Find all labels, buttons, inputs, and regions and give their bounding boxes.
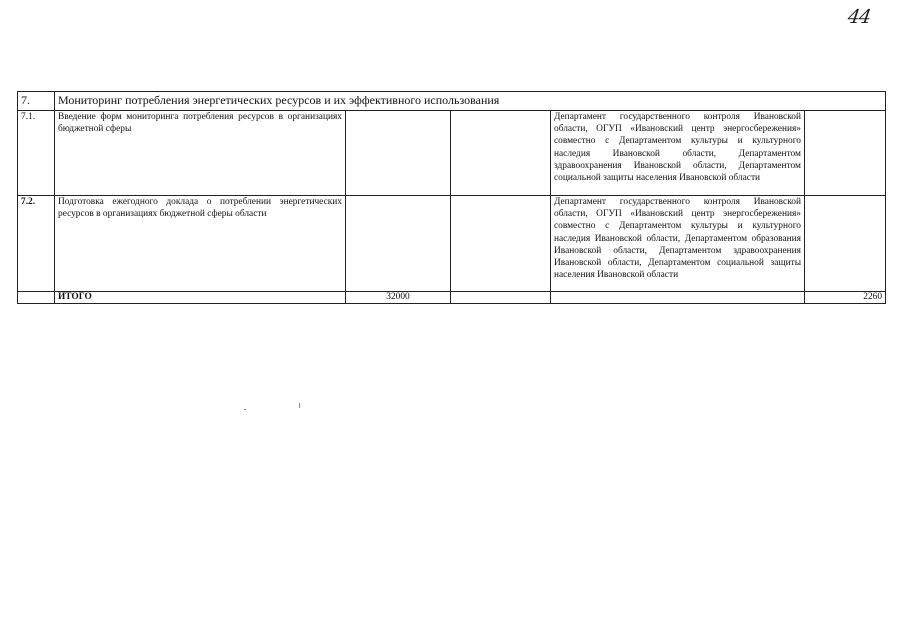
table-row [18,196,886,292]
section-header-row [18,92,886,111]
total-executors-cell [551,292,805,304]
row-period [451,111,551,196]
table-row [18,111,886,196]
scan-speck [299,403,300,408]
row-number: 7.1. [18,111,55,196]
row-period [451,196,551,292]
row-effect [805,111,886,196]
row-executors: Департамент государственного контроля Ивановской области, ОГУП «Ивановский центр энергосбережения» совместно с Департаментом культуры и культурного наследия Ивановской области, Департаментом здравоохранения Ивановской области, Департаментом социальной защиты населения Ивановской области [551,111,805,196]
total-effect: 2260 [805,292,886,304]
total-label: ИТОГО [55,292,346,304]
total-period-cell [451,292,551,304]
row-amount [346,196,451,292]
total-amount: 32000 [346,292,451,304]
measures-table [17,91,886,304]
row-amount [346,111,451,196]
section-number: 7. [18,92,55,111]
page-number: 44 [846,6,872,28]
total-row [18,292,886,304]
row-activity: Введение форм мониторинга потребления ресурсов в организациях бюджетной сферы [55,111,346,196]
row-effect [805,196,886,292]
total-number-cell [18,292,55,304]
row-number: 7.2. [18,196,55,292]
scan-speck [244,409,246,410]
row-executors: Департамент государственного контроля Ивановской области, ОГУП «Ивановский центр энергосбережения» совместно с Департаментом культуры и культурного наследия Ивановской области, Департаментом образования Ивановской области, Департаментом здравоохранения Ивановской области, Департаментом социальной защиты населения Ивановской области [551,196,805,292]
section-title: Мониторинг потребления энергетических ресурсов и их эффективного использования [55,92,886,111]
row-activity: Подготовка ежегодного доклада о потреблении энергетических ресурсов в организациях бюджетной сферы области [55,196,346,292]
